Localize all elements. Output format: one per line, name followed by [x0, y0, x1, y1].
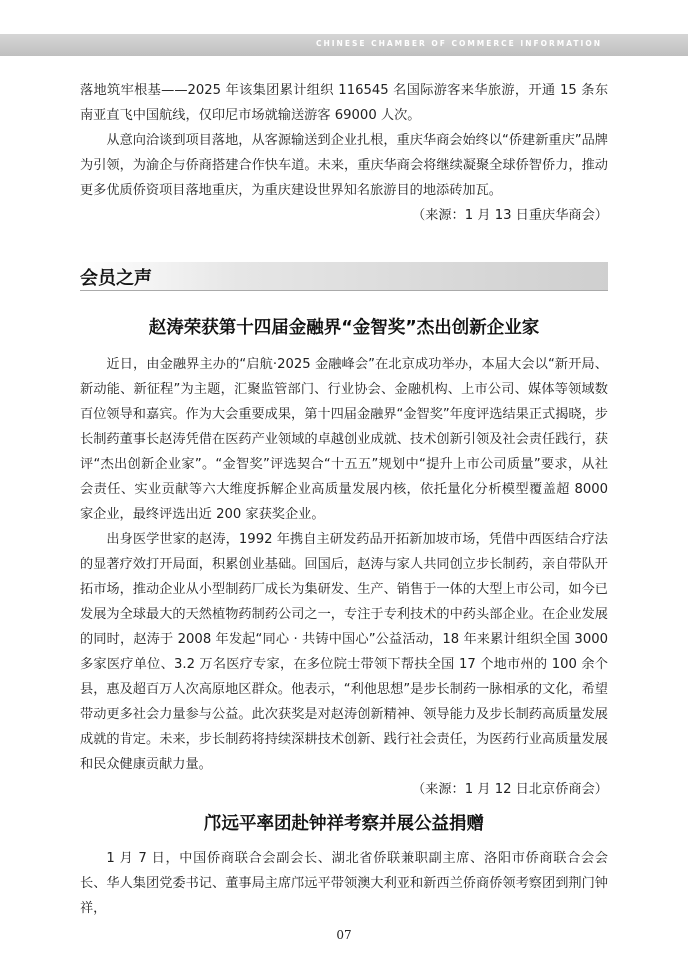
article-title-1: 赵涛荣获第十四届金融界“金智奖”杰出创新企业家 — [148, 318, 540, 338]
page-number: 07 — [336, 928, 352, 942]
article-2-body — [80, 846, 608, 921]
article-1-source: （来源：1 月 12 日北京侨商会） — [412, 782, 608, 797]
article-1-body — [80, 352, 608, 802]
section-bar — [80, 262, 608, 291]
intro-paragraph-1: 落地筑牢根基——2025 年该集团累计组织 116545 名国际游客来华旅游，开通 15 条东南亚直飞中国航线，仅印尼市场就输送游客 69000 人次。 — [80, 83, 608, 123]
intro-source: （来源：1 月 13 日重庆华商会） — [412, 208, 608, 223]
header-text: CHINESE CHAMBER OF COMMERCE INFORMATION — [315, 39, 602, 48]
section-title: 会员之声 — [80, 268, 152, 289]
article-1-paragraph-1: 近日，由金融界主办的“启航·2025 金融峰会”在北京成功举办，本届大会以“新开局、新动能、新征程”为主题，汇聚监管部门、行业协会、金融机构、上市公司、媒体等领域数百位领导和嘉宾。作为大会重要成果，第十四届金融界“金智奖”年度评选结果正式揭晓，步长制药董事长赵涛凭借在医药产业领域的卓越创业成就、技术创新引领及社会责任践行，获评“杰出创新企业家”。“金智奖”评选契合“十五五”规划中“提升上市公司质量”要求，从社会责任、实业贡献等六大维度拆解企业高质量发展内核，依托量化分析模型覆盖超 8000 家企业，最终评选出近 200 家获奖企业。 — [80, 357, 608, 522]
intro-block — [80, 78, 608, 228]
article-2-paragraph-1: 1 月 7 日，中国侨商联合会副会长、湖北省侨联兼职副主席、洛阳市侨商联合会会长、华人集团党委书记、董事局主席邝远平带领澳大利亚和新西兰侨商侨领考察团到荆门钟祥， — [80, 851, 608, 916]
intro-paragraph-2: 从意向洽谈到项目落地，从客源输送到企业扎根，重庆华商会始终以“侨建新重庆”品牌为引领，为渝企与侨商搭建合作快车道。未来，重庆华商会将继续凝聚全球侨智侨力，推动更多优质侨资项目落地重庆，为重庆建设世界知名旅游目的地添砖加瓦。 — [80, 133, 608, 198]
article-1-paragraph-2: 出身医学世家的赵涛，1992 年携自主研发药品开拓新加坡市场，凭借中西医结合疗法的显著疗效打开局面，积累创业基础。回国后，赵涛与家人共同创立步长制药，亲自带队开拓市场，推动企业从小型制药厂成长为集研发、生产、销售于一体的大型上市公司，如今已发展为全球最大的天然植物药制药公司之一，专注于专利技术的中药头部企业。在企业发展的同时，赵涛于 2008 年发起“同心 · 共铸中国心”公益活动，18 年来累计组织全国 3000 多家医疗单位、3.2 万名医疗专家，在多位院士带领下帮扶全国 17 个地市州的 100 余个县，惠及超百万人次高原地区群众。他表示，“利他思想”是步长制药一脉相承的文化，希望带动更多社会力量参与公益。此次获奖是对赵涛创新精神、领导能力及步长制药高质量发展成就的肯定。未来，步长制药将持续深耕技术创新、践行社会责任，为医药行业高质量发展和民众健康贡献力量。 — [80, 532, 608, 772]
article-title-2: 邝远平率团赴钟祥考察并展公益捐赠 — [204, 814, 484, 834]
